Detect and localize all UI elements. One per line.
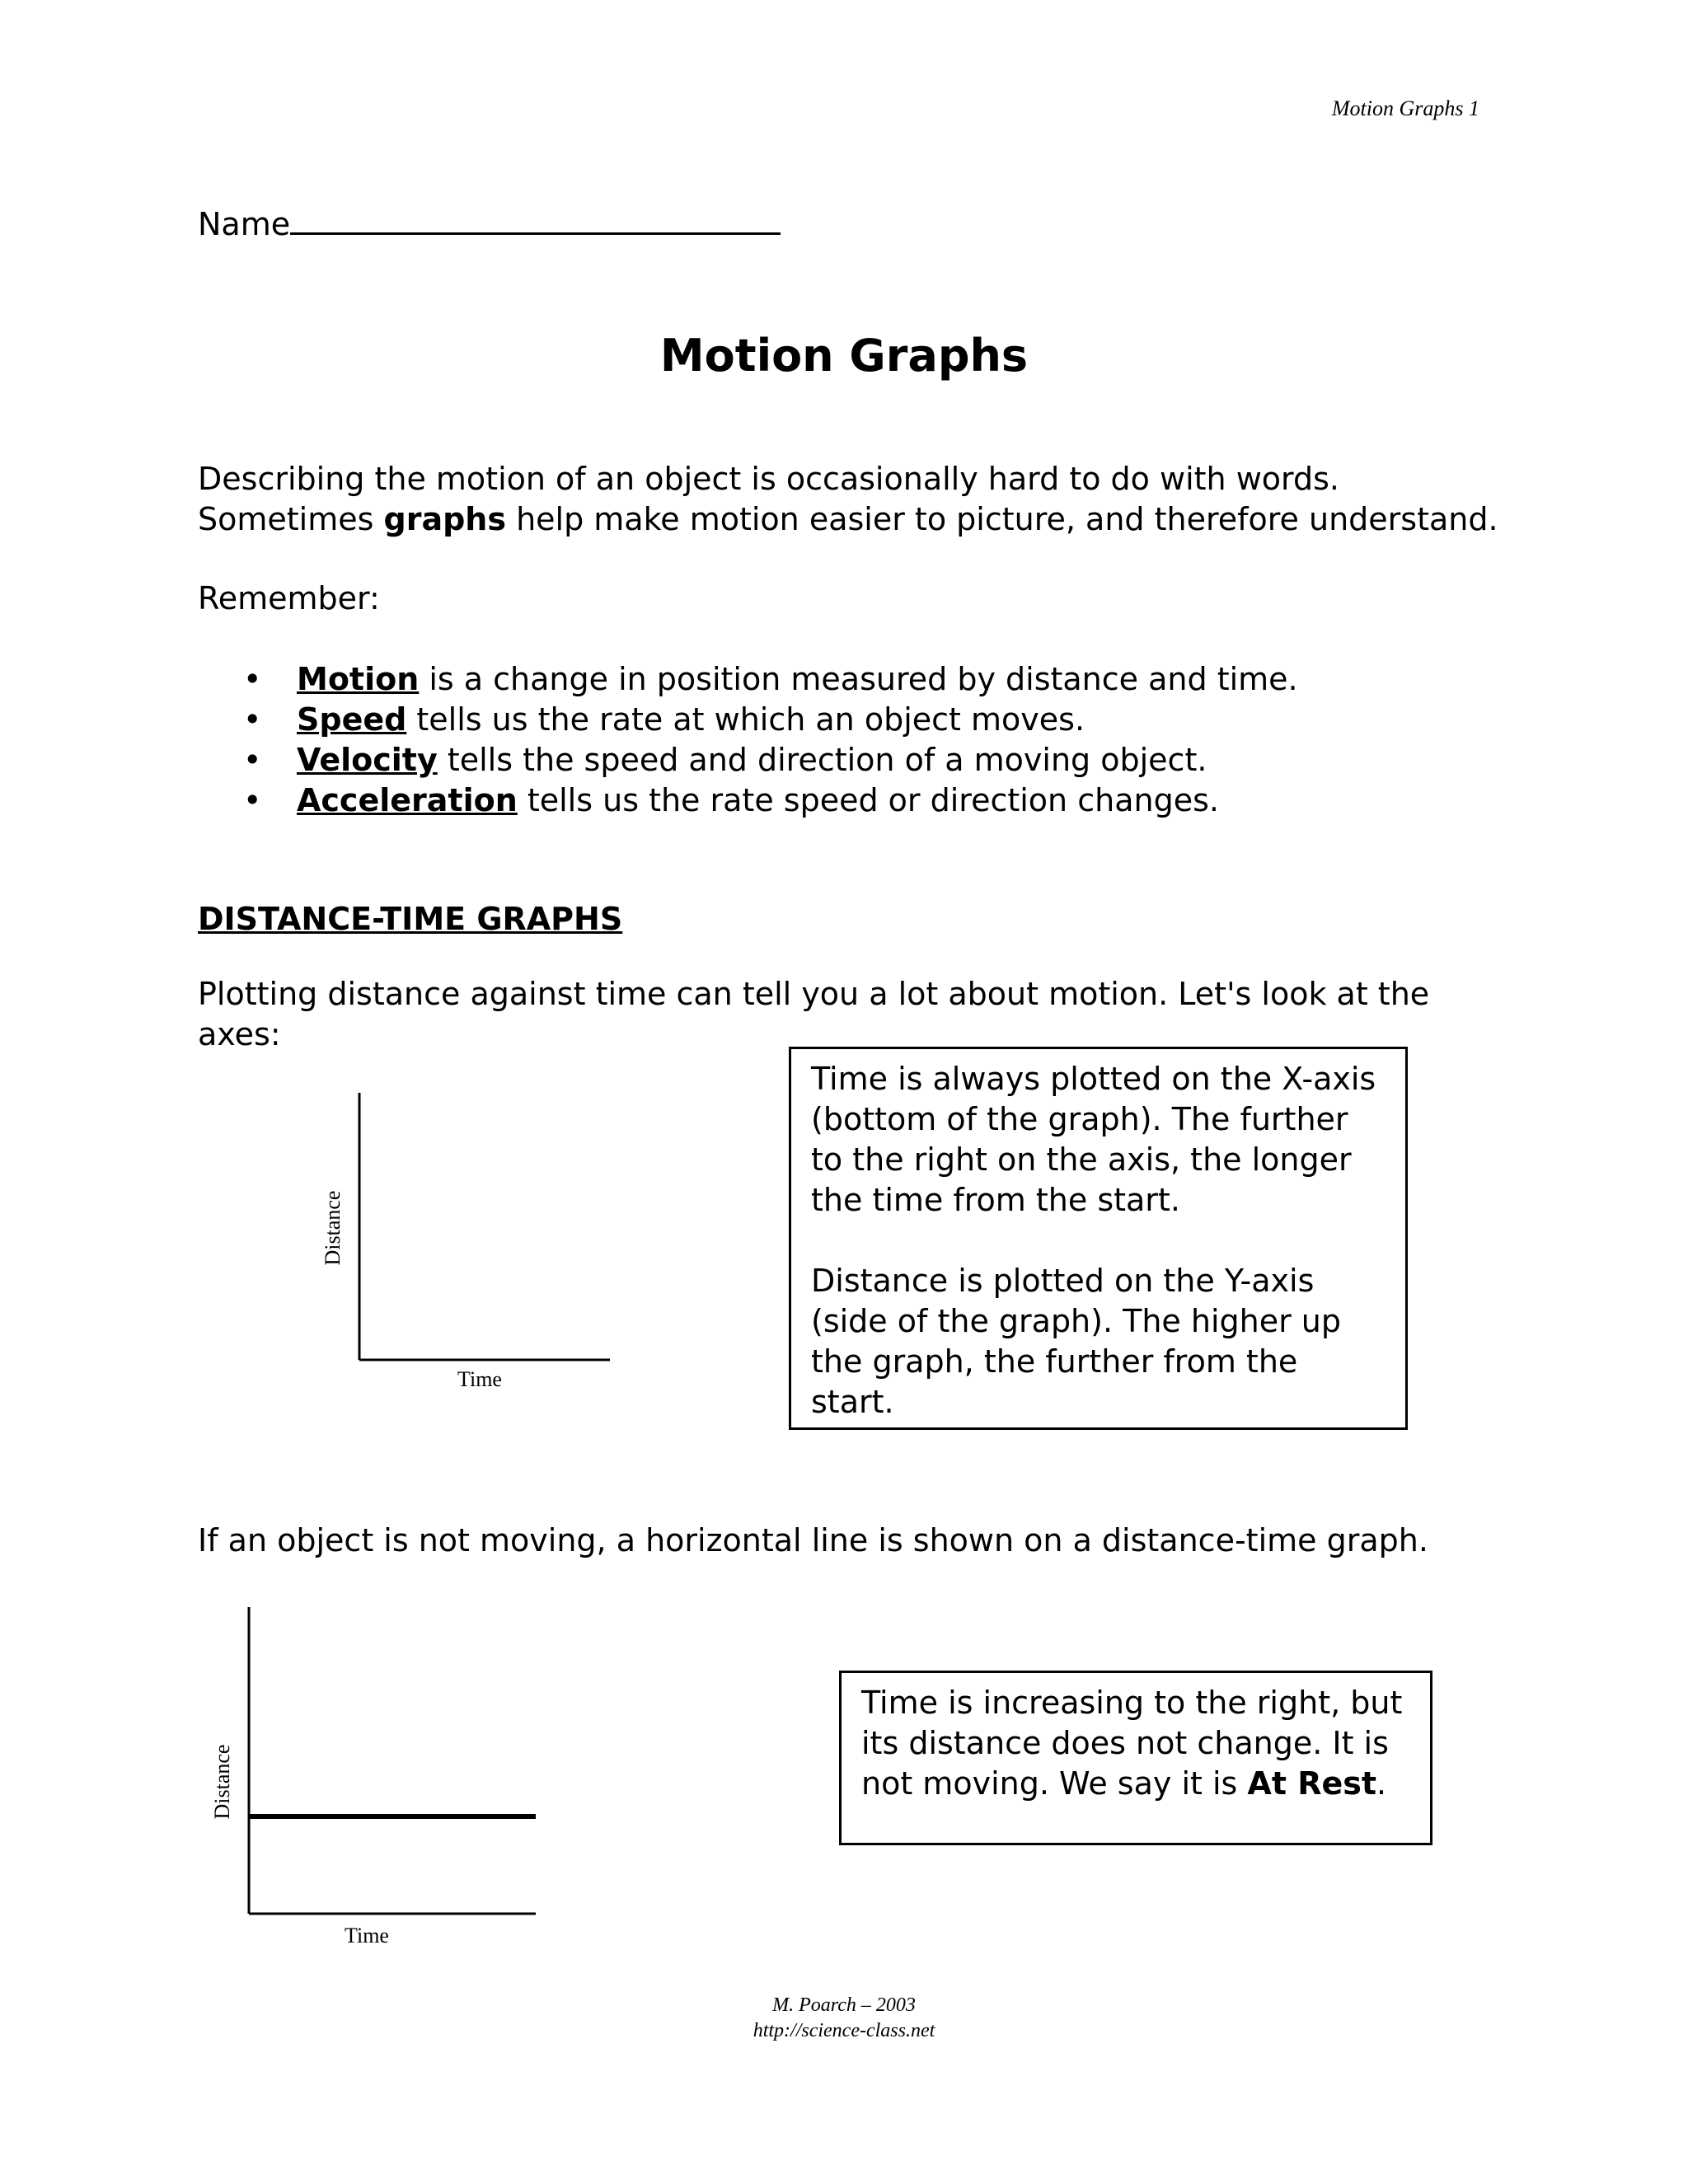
axes-intro: Plotting distance against time can tell you a lot about motion. Let's look at the axes: [198,976,1430,1052]
definition-term: Motion [297,661,420,697]
definition-item [198,780,1298,821]
name-label: Name [198,206,291,242]
definition-text: tells the speed and direction of a moving object. [437,742,1207,778]
definition-item [198,659,1298,700]
axes-explanation-distance: Distance is plotted on the Y-axis (side of the graph). The higher up the graph, the further from the start. [811,1263,1342,1420]
definition-item [198,700,1298,740]
empty-axes-graph [313,1080,626,1401]
remember-label: Remember: [198,580,380,616]
intro-paragraph [198,459,1517,540]
definition-term: Acceleration [297,782,518,818]
at-rest-text: Time is increasing to the right, but its distance does not change. It is not moving. We say it is [861,1685,1403,1802]
footer-url: http://science-class.net [753,2020,935,2041]
page-footer [0,1993,1688,2044]
at-rest-bold: At Rest [1247,1765,1377,1802]
axes-explanation-time: Time is always plotted on the X-axis (bottom of the graph). The further to the right on the axis, the longer the time from the start. [811,1061,1376,1218]
y-axis-label: Distance [210,1744,234,1820]
definition-text: tells us the rate at which an object moves. [406,701,1085,738]
at-rest-graph [198,1599,544,1953]
name-blank-line[interactable] [290,199,781,235]
intro-text-part2: help make motion easier to picture, and therefore understand. [505,501,1498,537]
definition-text: is a change in position measured by distance and time. [419,661,1298,697]
x-axis-label: Time [457,1367,502,1391]
section-heading: DISTANCE-TIME GRAPHS [198,901,623,937]
name-field [198,199,781,242]
definition-item [198,740,1298,780]
x-axis-label: Time [345,1924,389,1947]
definition-term: Velocity [297,742,438,778]
intro-text-part1: Describing the motion of an object is occasionally hard to do with words. Sometimes [198,461,1339,537]
definition-text: tells us the rate speed or direction changes. [517,782,1219,818]
rest-intro: If an object is not moving, a horizontal line is shown on a distance-time graph. [198,1522,1428,1558]
y-axis-label: Distance [321,1190,345,1266]
at-rest-explanation [861,1683,1410,1804]
at-rest-end: . [1376,1765,1387,1802]
page-title: Motion Graphs [659,330,1029,382]
definitions-list [198,659,1298,821]
at-rest-explanation-box [839,1671,1432,1845]
footer-author: M. Poarch – 2003 [772,1994,916,2016]
intro-bold-word: graphs [383,501,506,537]
definition-term: Speed [297,701,407,738]
axes-explanation-box [789,1047,1408,1430]
page-header-label: Motion Graphs 1 [1331,96,1479,120]
